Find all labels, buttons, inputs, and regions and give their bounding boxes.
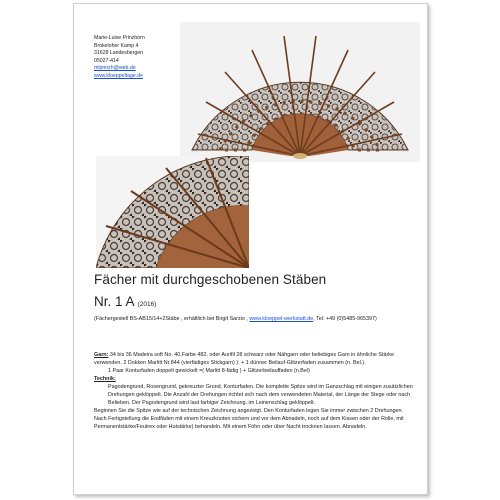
yarn-text: 34 bis 36 Madeira soft No. 40,Farbe 482, oder Aurifil 28 schwarz oder Nähgarn oder beliebiges Garn in ähnliche Stärke verwenden. 2 Dokken Marlitt Nr.844 (vierfädiges Stickgarn) ): + 1 dünner Beilauf-Glitzerfaden zusammen (n. Bel.). (94, 352, 394, 366)
fan-frame-text: (Fächergestell BS-AB15/14+2Stäbe , erhältlich bei Birgit Sarzio , (94, 316, 248, 322)
city: 31628 Landesbergen (94, 50, 144, 57)
fan-frame-info (94, 315, 414, 323)
supplier-phone: , Tel: +49 (0)5485-965397) (313, 316, 377, 322)
fan-illustration (180, 22, 420, 162)
document-page (73, 3, 428, 495)
technique-paragraph-3: Nach Fertigstellung die Endfäden mit einem Kreuzknoten sichern und vor dem Abnadeln, noch auf dem Kissen oder der Rolle, mit Permanentstärke/Feutrex oder Hutstärke) behandeln. Mit einem Föhn oder über Nacht trocknen lassen. Abnadeln. (94, 416, 404, 430)
fan-photo-detail (96, 156, 249, 268)
document-title: Fächer mit durchgeschobenen Stäben (94, 272, 327, 287)
fan-detail-illustration (96, 156, 249, 268)
technique-paragraph-1: Pagodengrund, Rosengrund, gekreuzter Grund, Konturfaden. Die komplette Spitze wird im Ganzschlag mit einigen zusätzlichen Drehungen geklöppelt. Die Anzahl der Drehungen richtet sich nach dem verwendeten Material, der Länge der Stege oder nach Belieben. Der Pagodengrund wird laut farbiger Zeichnung, im Leinenschlag geklöppelt. (108, 384, 413, 406)
fan-photo-full (180, 22, 420, 162)
pattern-number (94, 294, 156, 309)
pattern-number-main: Nr. 1 A (94, 294, 134, 309)
address-block (94, 35, 145, 81)
website-link[interactable]: www.kloeppeltage.de (94, 72, 144, 79)
technique-paragraph-2: Beginnen Sie die Spitze wie auf der technischen Zeichnung angezeigt. Den Konturfaden legen Sie immer zwischen 2 Drehungen. (94, 408, 403, 414)
instructions (94, 351, 416, 431)
email-link[interactable]: mlprinzh@web.de (94, 65, 136, 72)
pattern-year: (2016) (137, 301, 157, 308)
yarn-label: Garn: (94, 352, 109, 358)
yarn-paragraph (94, 351, 416, 367)
street: Brokeloher Kamp 4 (94, 42, 139, 49)
phone: 05027-414 (94, 57, 119, 64)
contour-thread: 1 Paar Konturfaden doppelt gewickelt =( Marlitt 8-fädig ) + Glitzerbeilauffaden (n.Bel) (108, 368, 310, 374)
author-name: Marie-Luise Prinzhorn (94, 35, 145, 41)
technique-label: Technik: (94, 376, 116, 382)
supplier-link[interactable]: www.kloeppel-werkstatt.de (249, 316, 314, 322)
